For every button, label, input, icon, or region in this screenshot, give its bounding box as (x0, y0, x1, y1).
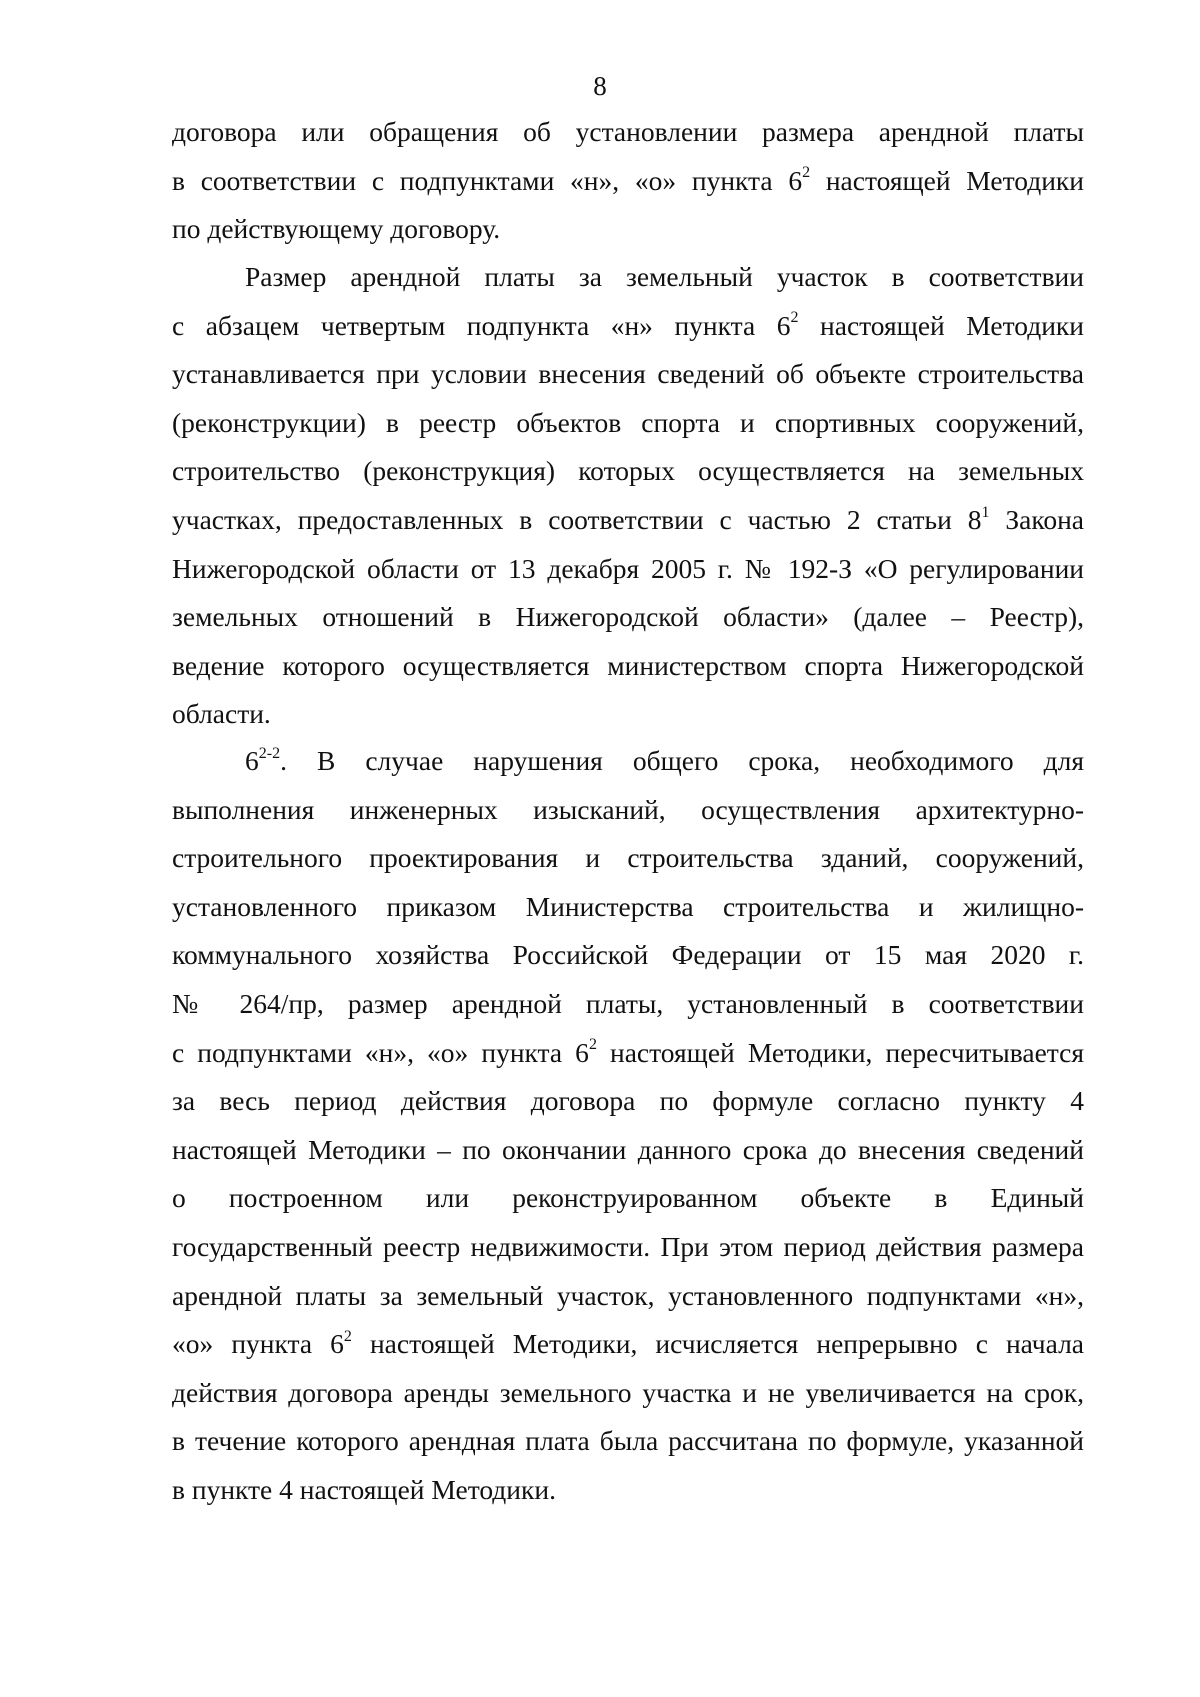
text-run: с подпунктами «н», «о» пункта 6 (172, 1036, 589, 1068)
text-line: строительного проектирования и строительства зданий, сооружений, (172, 842, 1084, 874)
text-line: в течение которого арендная плата была рассчитана по формуле, указанной (172, 1425, 1084, 1457)
paragraph-continuation (172, 108, 1084, 254)
text-line: строительство (реконструкция) которых осуществляется на земельных (172, 455, 1084, 487)
text-line (172, 157, 1084, 206)
superscript: 2-2 (258, 744, 281, 762)
text-line (172, 1029, 1084, 1078)
text-line: коммунального хозяйства Российской Федерации от 15 мая 2020 г. (172, 939, 1084, 971)
text-line: о построенном или реконструированном объекте в Единый (172, 1182, 1084, 1214)
text-line (172, 302, 1084, 351)
text-line (172, 1320, 1084, 1369)
text-line (172, 737, 1084, 786)
text-line: государственный реестр недвижимости. При этом период действия размера (172, 1230, 1084, 1262)
text-line: (реконструкции) в реестр объектов спорта и спортивных сооружений, (172, 406, 1084, 438)
text-run: в соответствии с подпунктами «н», «о» пункта 6 (172, 164, 803, 196)
text-run: настоящей Методики, исчисляется непрерывно с начала (351, 1328, 1084, 1360)
superscript: 2 (802, 164, 811, 182)
text-line: земельных отношений в Нижегородской области» (далее – Реестр), (172, 601, 1084, 633)
text-line: договора или обращения об установлении размера арендной платы (172, 116, 1084, 147)
text-line: арендной платы за земельный участок, установленного подпунктами «н», (172, 1279, 1084, 1311)
text-run: настоящей Методики (810, 164, 1084, 196)
text-line: настоящей Методики – по окончании данного срока до внесения сведений (172, 1133, 1084, 1165)
text-line: по действующему договору. (172, 213, 501, 245)
superscript: 2 (343, 1327, 352, 1345)
text-line: Нижегородской области от 13 декабря 2005 г. № 192-З «О регулировании (172, 552, 1084, 584)
clause-number: 6 (245, 745, 259, 776)
text-run: участках, предоставленных в соответствии с частью 2 статьи 8 (172, 503, 982, 535)
text-line: устанавливается при условии внесения сведений об объекте строительства (172, 358, 1084, 390)
text-line: установленного приказом Министерства строительства и жилищно- (172, 890, 1084, 922)
superscript: 1 (981, 503, 990, 521)
text-run: настоящей Методики, пересчитывается (596, 1036, 1084, 1068)
text-line: № 264/пр, размер арендной платы, установленный в соответствии (172, 987, 1084, 1019)
page-number: 8 (593, 71, 607, 101)
superscript: 2 (790, 309, 799, 327)
text-run: Закона (989, 503, 1085, 535)
superscript: 2 (588, 1036, 597, 1054)
text-line: в пункте 4 настоящей Методики. (172, 1473, 556, 1505)
text-run: . В случае нарушения общего срока, необходимого для (280, 745, 1084, 776)
text-line: выполнения инженерных изысканий, осуществления архитектурно- (172, 793, 1084, 825)
text-line: области. (172, 698, 271, 730)
text-run: «о» пункта 6 (172, 1328, 344, 1360)
paragraph-rent-size (172, 253, 1084, 739)
text-line: за весь период действия договора по формуле согласно пункту 4 (172, 1085, 1084, 1117)
text-line: Размер арендной платы за земельный участок в соответствии (245, 261, 1084, 292)
text-line (172, 496, 1084, 545)
paragraph-6-2-2 (172, 737, 1084, 1515)
text-line: ведение которого осуществляется министерством спорта Нижегородской (172, 649, 1084, 681)
text-line: действия договора аренды земельного участка и не увеличивается на срок, (172, 1376, 1084, 1408)
text-run: настоящей Методики (798, 309, 1085, 341)
text-run: с абзацем четвертым подпункта «н» пункта 6 (172, 309, 791, 341)
